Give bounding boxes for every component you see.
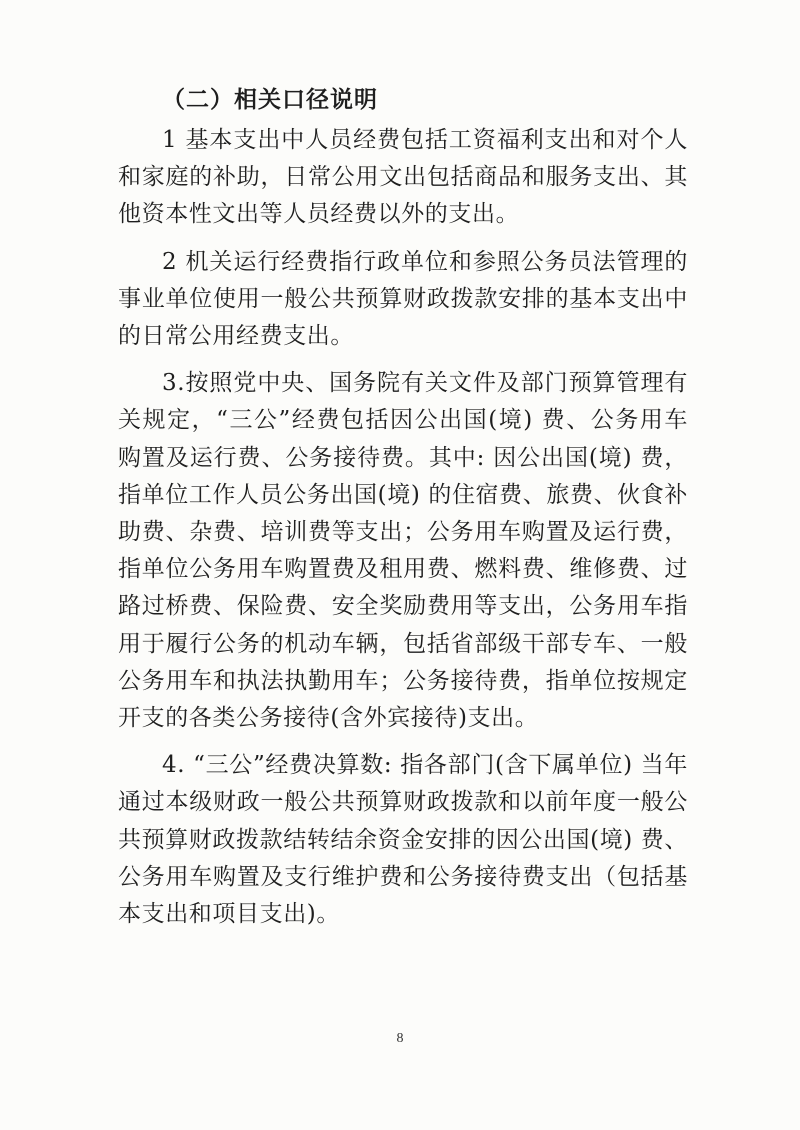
page-number: 8: [396, 1031, 404, 1046]
paragraph-basic-expenditure: 1 基本支出中人员经费包括工资福利支出和对个人和家庭的补助，日常公用文出包括商品和服务支出、其他资本性文出等人员经费以外的支出。: [118, 127, 688, 228]
paragraph-operating-funds: 2 机关运行经费指行政单位和参照公务员法管理的事业单位使用一般公共预算财政拨款安排的基本支出中的日常公用经费支出。: [118, 248, 688, 350]
paragraph-final-accounts: 4. “三公”经费决算数: 指各部门(含下属单位) 当年通过本级财政一般公共预算财政拨款和以前年度一般公共预算财政拨款结转结余资金安排的因公出国(境) 费、公务用车购置及支行维护费和公务接待费支出（包括基本支出和项目支出)。: [118, 752, 688, 928]
section-heading: （二）相关口径说明: [162, 87, 378, 113]
document-body: [118, 82, 688, 943]
paragraph-three-public-funds: 3.按照党中央、国务院有关文件及部门预算管理有关规定，“三公”经费包括因公出国(境) 费、公务用车购置及运行费、公务接待费。其中: 因公出国(境) 费，指单位工作人员公务出国(境) 的住宿费、旅费、伙食补助费、杂费、培训费等支出；公务用车购置及运行费，指单位公务用车购置费及租用费、燃料费、维修费、过路过桥费、保险费、安全奖励费用等支出，公务用车指用于履行公务的机动车辆，包括省部级干部专车、一般公务用车和执法执勤用车；公务接待费，指单位按规定开支的各类公务接待(含外宾接待)支出。: [118, 370, 688, 732]
